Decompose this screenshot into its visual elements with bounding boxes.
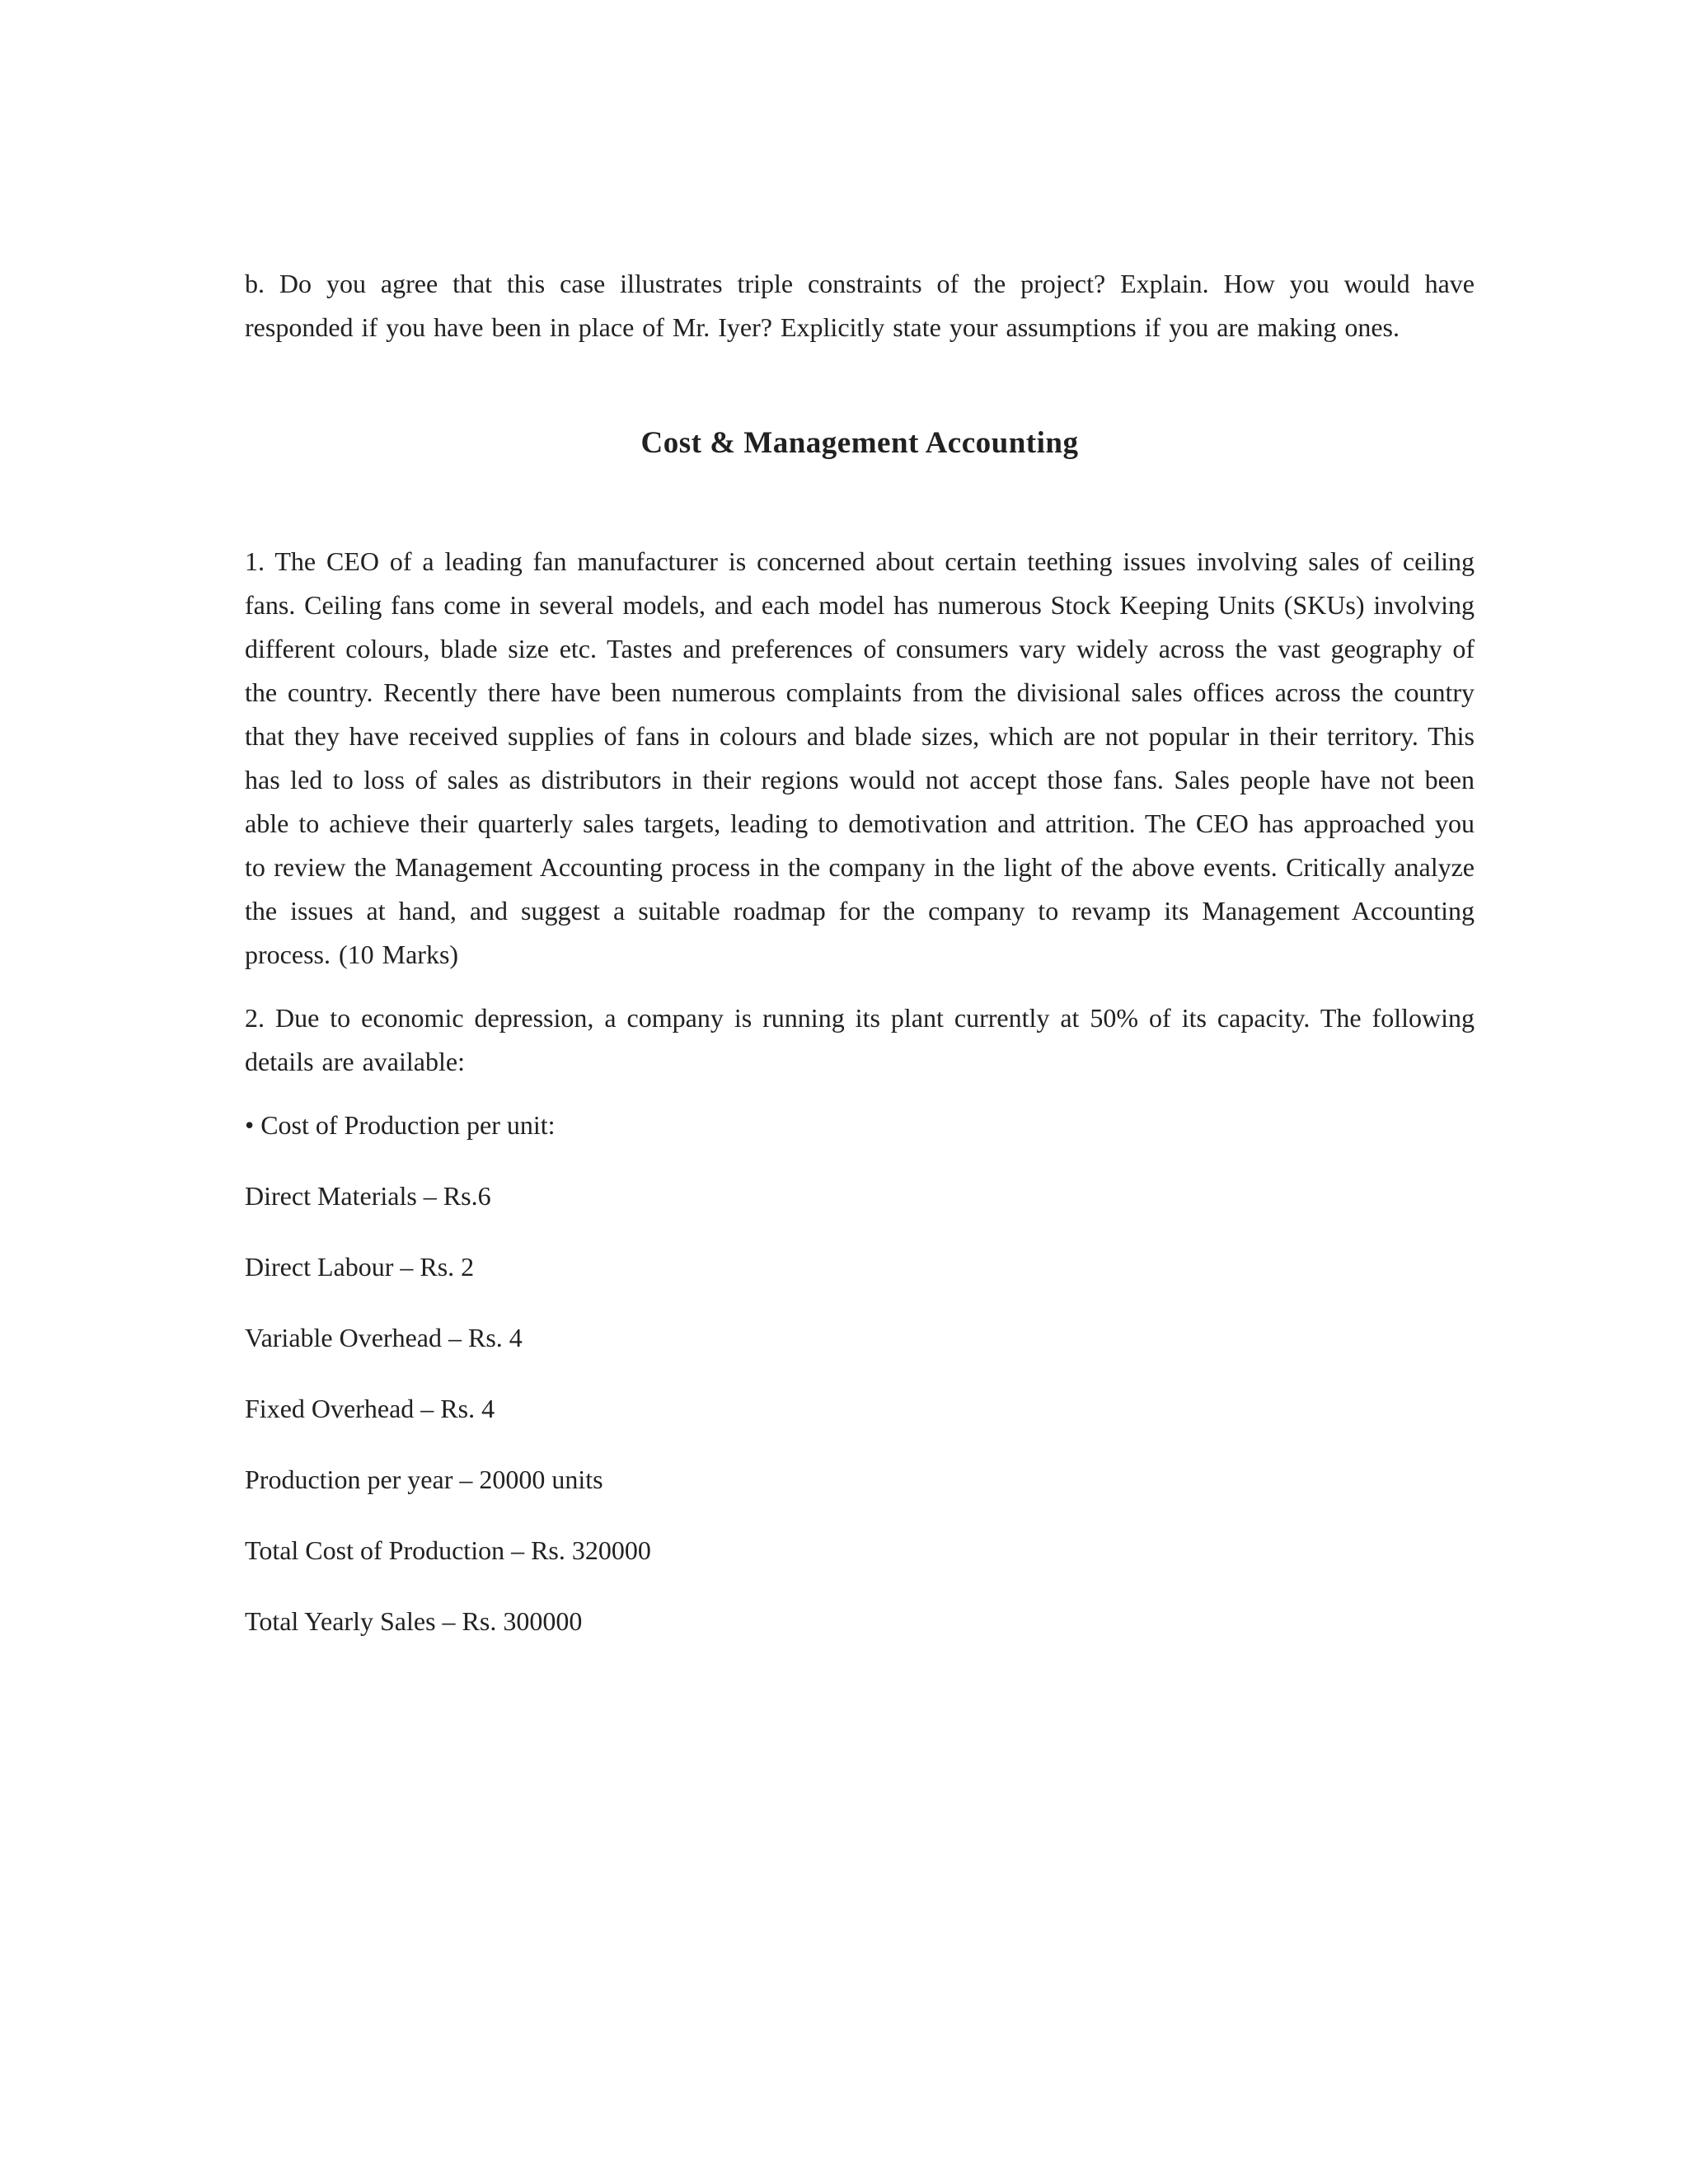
detail-line-fixed-overhead: Fixed Overhead – Rs. 4 <box>245 1394 495 1423</box>
page-title: Cost & Management Accounting <box>640 426 1079 460</box>
intro-paragraph: b. Do you agree that this case illustrates triple constraints of the project? Explain. How you would have responded if you have been in place of Mr. Iyer? Explicitly state your assumptions if you are making ones. <box>245 269 1475 342</box>
question-1-paragraph: 1. The CEO of a leading fan manufacturer is concerned about certain teething issues involving sales of ceiling fans. Ceiling fans come in several models, and each model has numerous Stock Keeping Units (SKUs) involving different colours, blade size etc. Tastes and preferences of consumers vary widely across the vast geography of the country. Recently there have been numerous complaints from the divisional sales offices across the country that they have received supplies of fans in colours and blade sizes, which are not popular in their territory. This has led to loss of sales as distributors in their regions would not accept those fans. Sales people have not been able to achieve their quarterly sales targets, leading to demotivation and attrition. The CEO has approached you to review the Management Accounting process in the company in the light of the above events. Critically analyze the issues at hand, and suggest a suitable roadmap for the company to revamp its Management Accounting process. (10 Marks) <box>245 546 1475 969</box>
detail-line-direct-labour: Direct Labour – Rs. 2 <box>245 1252 475 1282</box>
detail-line-total-cost-of-production: Total Cost of Production – Rs. 320000 <box>245 1535 651 1565</box>
cost-of-production-bullet: • Cost of Production per unit: <box>245 1110 556 1140</box>
detail-line-production-per-year: Production per year – 20000 units <box>245 1465 603 1494</box>
detail-line-variable-overhead: Variable Overhead – Rs. 4 <box>245 1323 523 1352</box>
question-2-paragraph: 2. Due to economic depression, a company is running its plant currently at 50% of its capacity. The following details are available: <box>245 1003 1475 1076</box>
detail-line-total-yearly-sales: Total Yearly Sales – Rs. 300000 <box>245 1606 583 1636</box>
detail-line-direct-materials: Direct Materials – Rs.6 <box>245 1181 491 1211</box>
document-content <box>245 262 1475 1671</box>
